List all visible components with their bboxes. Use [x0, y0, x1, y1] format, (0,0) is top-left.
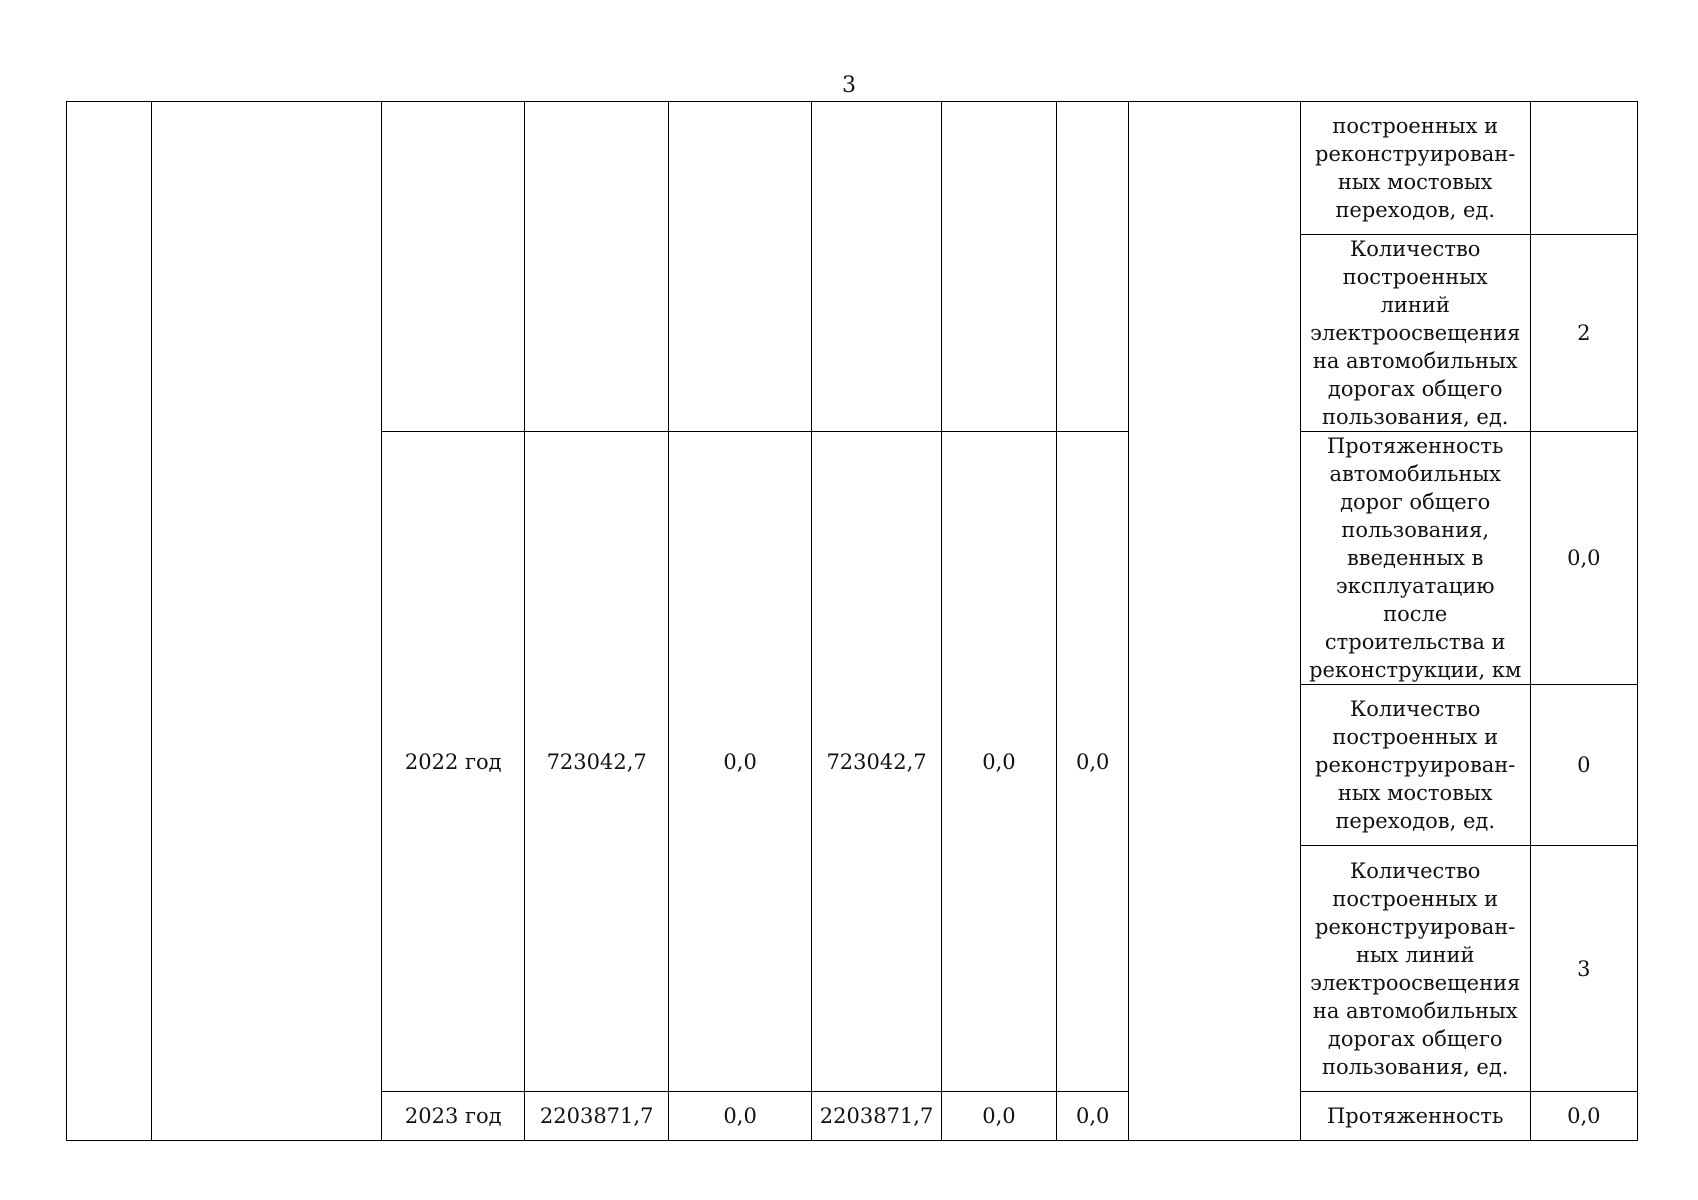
federal-cell	[668, 102, 811, 432]
local-cell: 0,0	[941, 1092, 1056, 1141]
other-cell: 0,0	[1057, 1092, 1129, 1141]
federal-cell: 0,0	[668, 1092, 811, 1141]
other-cell: 0,0	[1057, 432, 1129, 1092]
indicator-value: 0	[1530, 685, 1637, 846]
page-number: 3	[842, 73, 856, 98]
indicator-name: Количество построенных линий электроосвещения на автомобильных дорогах общего пользования, ед.	[1300, 235, 1530, 432]
local-cell	[941, 102, 1056, 432]
indicator-value: 0,0	[1530, 432, 1637, 685]
other-cell	[1057, 102, 1129, 432]
total-cell: 2203871,7	[525, 1092, 668, 1141]
indicator-value: 3	[1530, 846, 1637, 1092]
indicator-name: Протяженность	[1300, 1092, 1530, 1141]
year-cell: 2022 год	[381, 432, 524, 1092]
regional-cell	[812, 102, 941, 432]
regional-cell: 2203871,7	[812, 1092, 941, 1141]
indicator-name: построенных и реконструирован-ных мостовых переходов, ед.	[1300, 102, 1530, 235]
federal-cell: 0,0	[668, 432, 811, 1092]
indicator-value: 0,0	[1530, 1092, 1637, 1141]
executor-cell	[1129, 102, 1301, 1141]
total-cell	[525, 102, 668, 432]
year-cell: 2023 год	[381, 1092, 524, 1141]
table-row	[67, 102, 1638, 235]
indicator-value: 2	[1530, 235, 1637, 432]
number-cell	[67, 102, 152, 1141]
indicator-name: Количество построенных и реконструирован-ных линий электроосвещения на автомобильных дорогах общего пользования, ед.	[1300, 846, 1530, 1092]
program-table	[66, 101, 1638, 1141]
indicator-name: Количество построенных и реконструирован-ных мостовых переходов, ед.	[1300, 685, 1530, 846]
period-cell	[381, 102, 524, 432]
regional-cell: 723042,7	[812, 432, 941, 1092]
event-name-cell	[152, 102, 382, 1141]
local-cell: 0,0	[941, 432, 1056, 1092]
total-cell: 723042,7	[525, 432, 668, 1092]
indicator-value	[1530, 102, 1637, 235]
indicator-name: Протяженность автомобильных дорог общего пользования, введенных в эксплуатацию после строительства и реконструкции, км	[1300, 432, 1530, 685]
